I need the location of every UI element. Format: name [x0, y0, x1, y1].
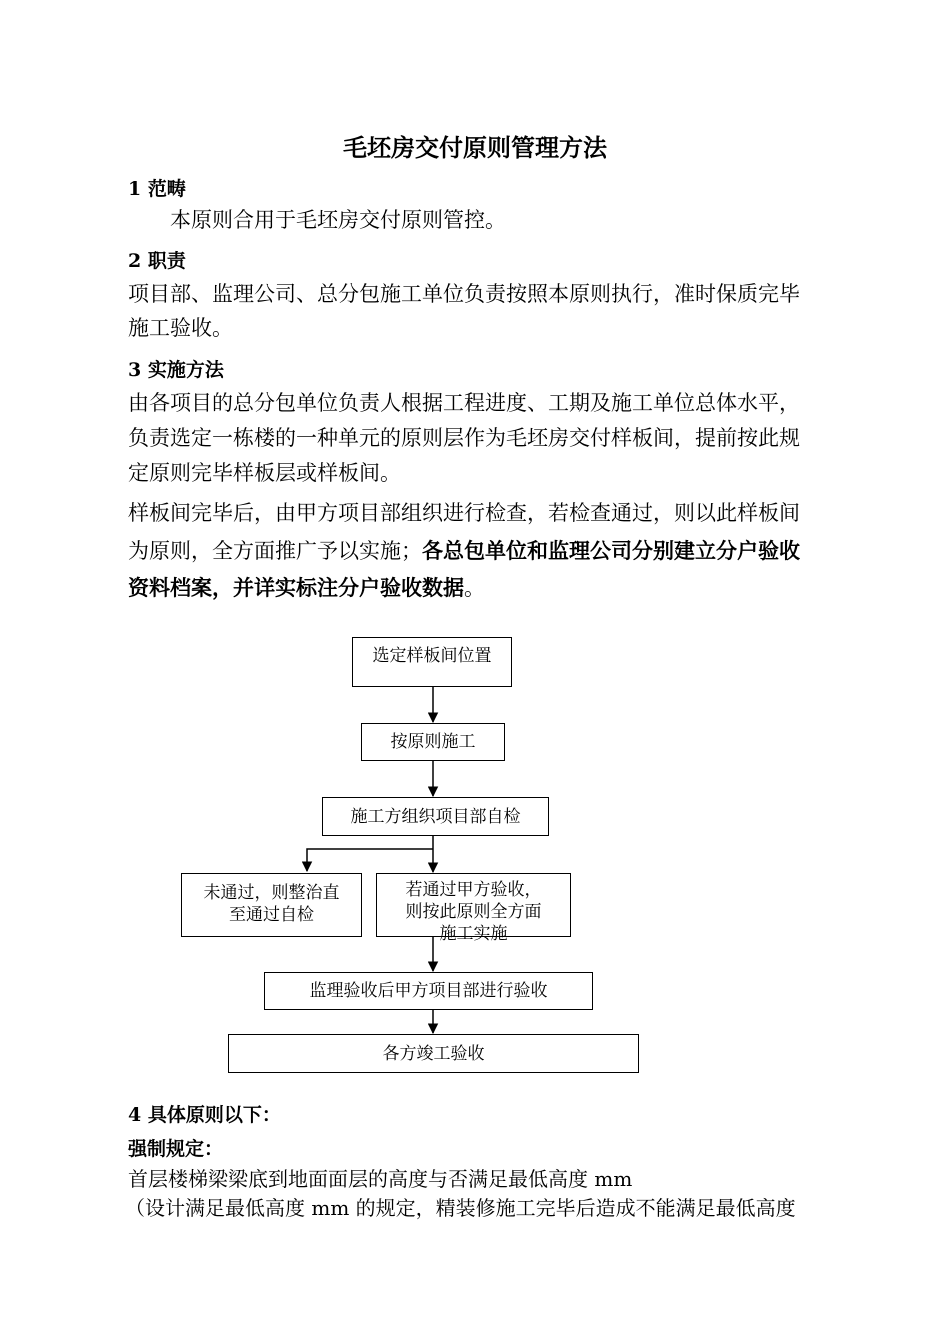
para2-end-punct: 。: [464, 576, 485, 600]
section-1-text: 本原则合用于毛坯房交付原则管控。: [170, 208, 506, 232]
section-3-heading: 3 实施方法: [128, 359, 224, 381]
flow-step-select-sample-room: 选定样板间位置: [352, 637, 512, 687]
para2-bold-text-2: 资料档案，并详实标注分户验收数据: [128, 575, 464, 600]
section-4-heading: 4 具体原则以下：: [128, 1104, 281, 1126]
mandatory-line-1: 首层楼梯梁梁底到地面面层的高度与否满足最低高度 mm: [128, 1167, 633, 1191]
flow-step-construct-per-standard: 按原则施工: [361, 723, 505, 761]
section-3-para1-line-2: 负责选定一栋楼的一种单元的原则层作为毛坯房交付样板间，提前按此规: [128, 426, 800, 450]
flow-step-self-inspection: 施工方组织项目部自检: [322, 797, 549, 836]
section-1-heading: 1 范畴: [128, 178, 186, 200]
section-3-para1-line-1: 由各项目的总分包单位负责人根据工程进度、工期及施工单位总体水平，: [128, 391, 800, 415]
mandatory-line-2: （设计满足最低高度 mm 的规定，精装修施工完毕后造成不能满足最低高度: [125, 1196, 796, 1220]
para2-bold-text: 各总包单位和监理公司分别建立分户验收: [422, 538, 800, 563]
para2-plain-text: 为原则，全方面推广予以实施；: [128, 539, 422, 563]
section-2-line-1: 项目部、监理公司、总分包施工单位负责按照本原则执行，准时保质完毕: [128, 282, 800, 306]
page-title: 毛坯房交付原则管理方法: [343, 133, 607, 162]
flow-step-failed-rectify: 未通过，则整治直 至通过自检: [181, 873, 362, 937]
section-3-para2-line-1: 样板间完毕后，由甲方项目部组织进行检查，若检查通过，则以此样板间: [128, 501, 800, 525]
flow-step-passed-implement: 若通过甲方验收， 则按此原则全方面 施工实施: [376, 873, 571, 937]
mandatory-heading: 强制规定：: [128, 1138, 224, 1160]
flow-step-final-acceptance: 各方竣工验收: [228, 1034, 639, 1073]
section-2-heading: 2 职责: [128, 250, 186, 272]
section-3-para1-line-3: 定原则完毕样板层或样板间。: [128, 461, 401, 485]
flow-step-owner-acceptance: 监理验收后甲方项目部进行验收: [264, 972, 593, 1010]
section-2-line-2: 施工验收。: [128, 316, 233, 340]
